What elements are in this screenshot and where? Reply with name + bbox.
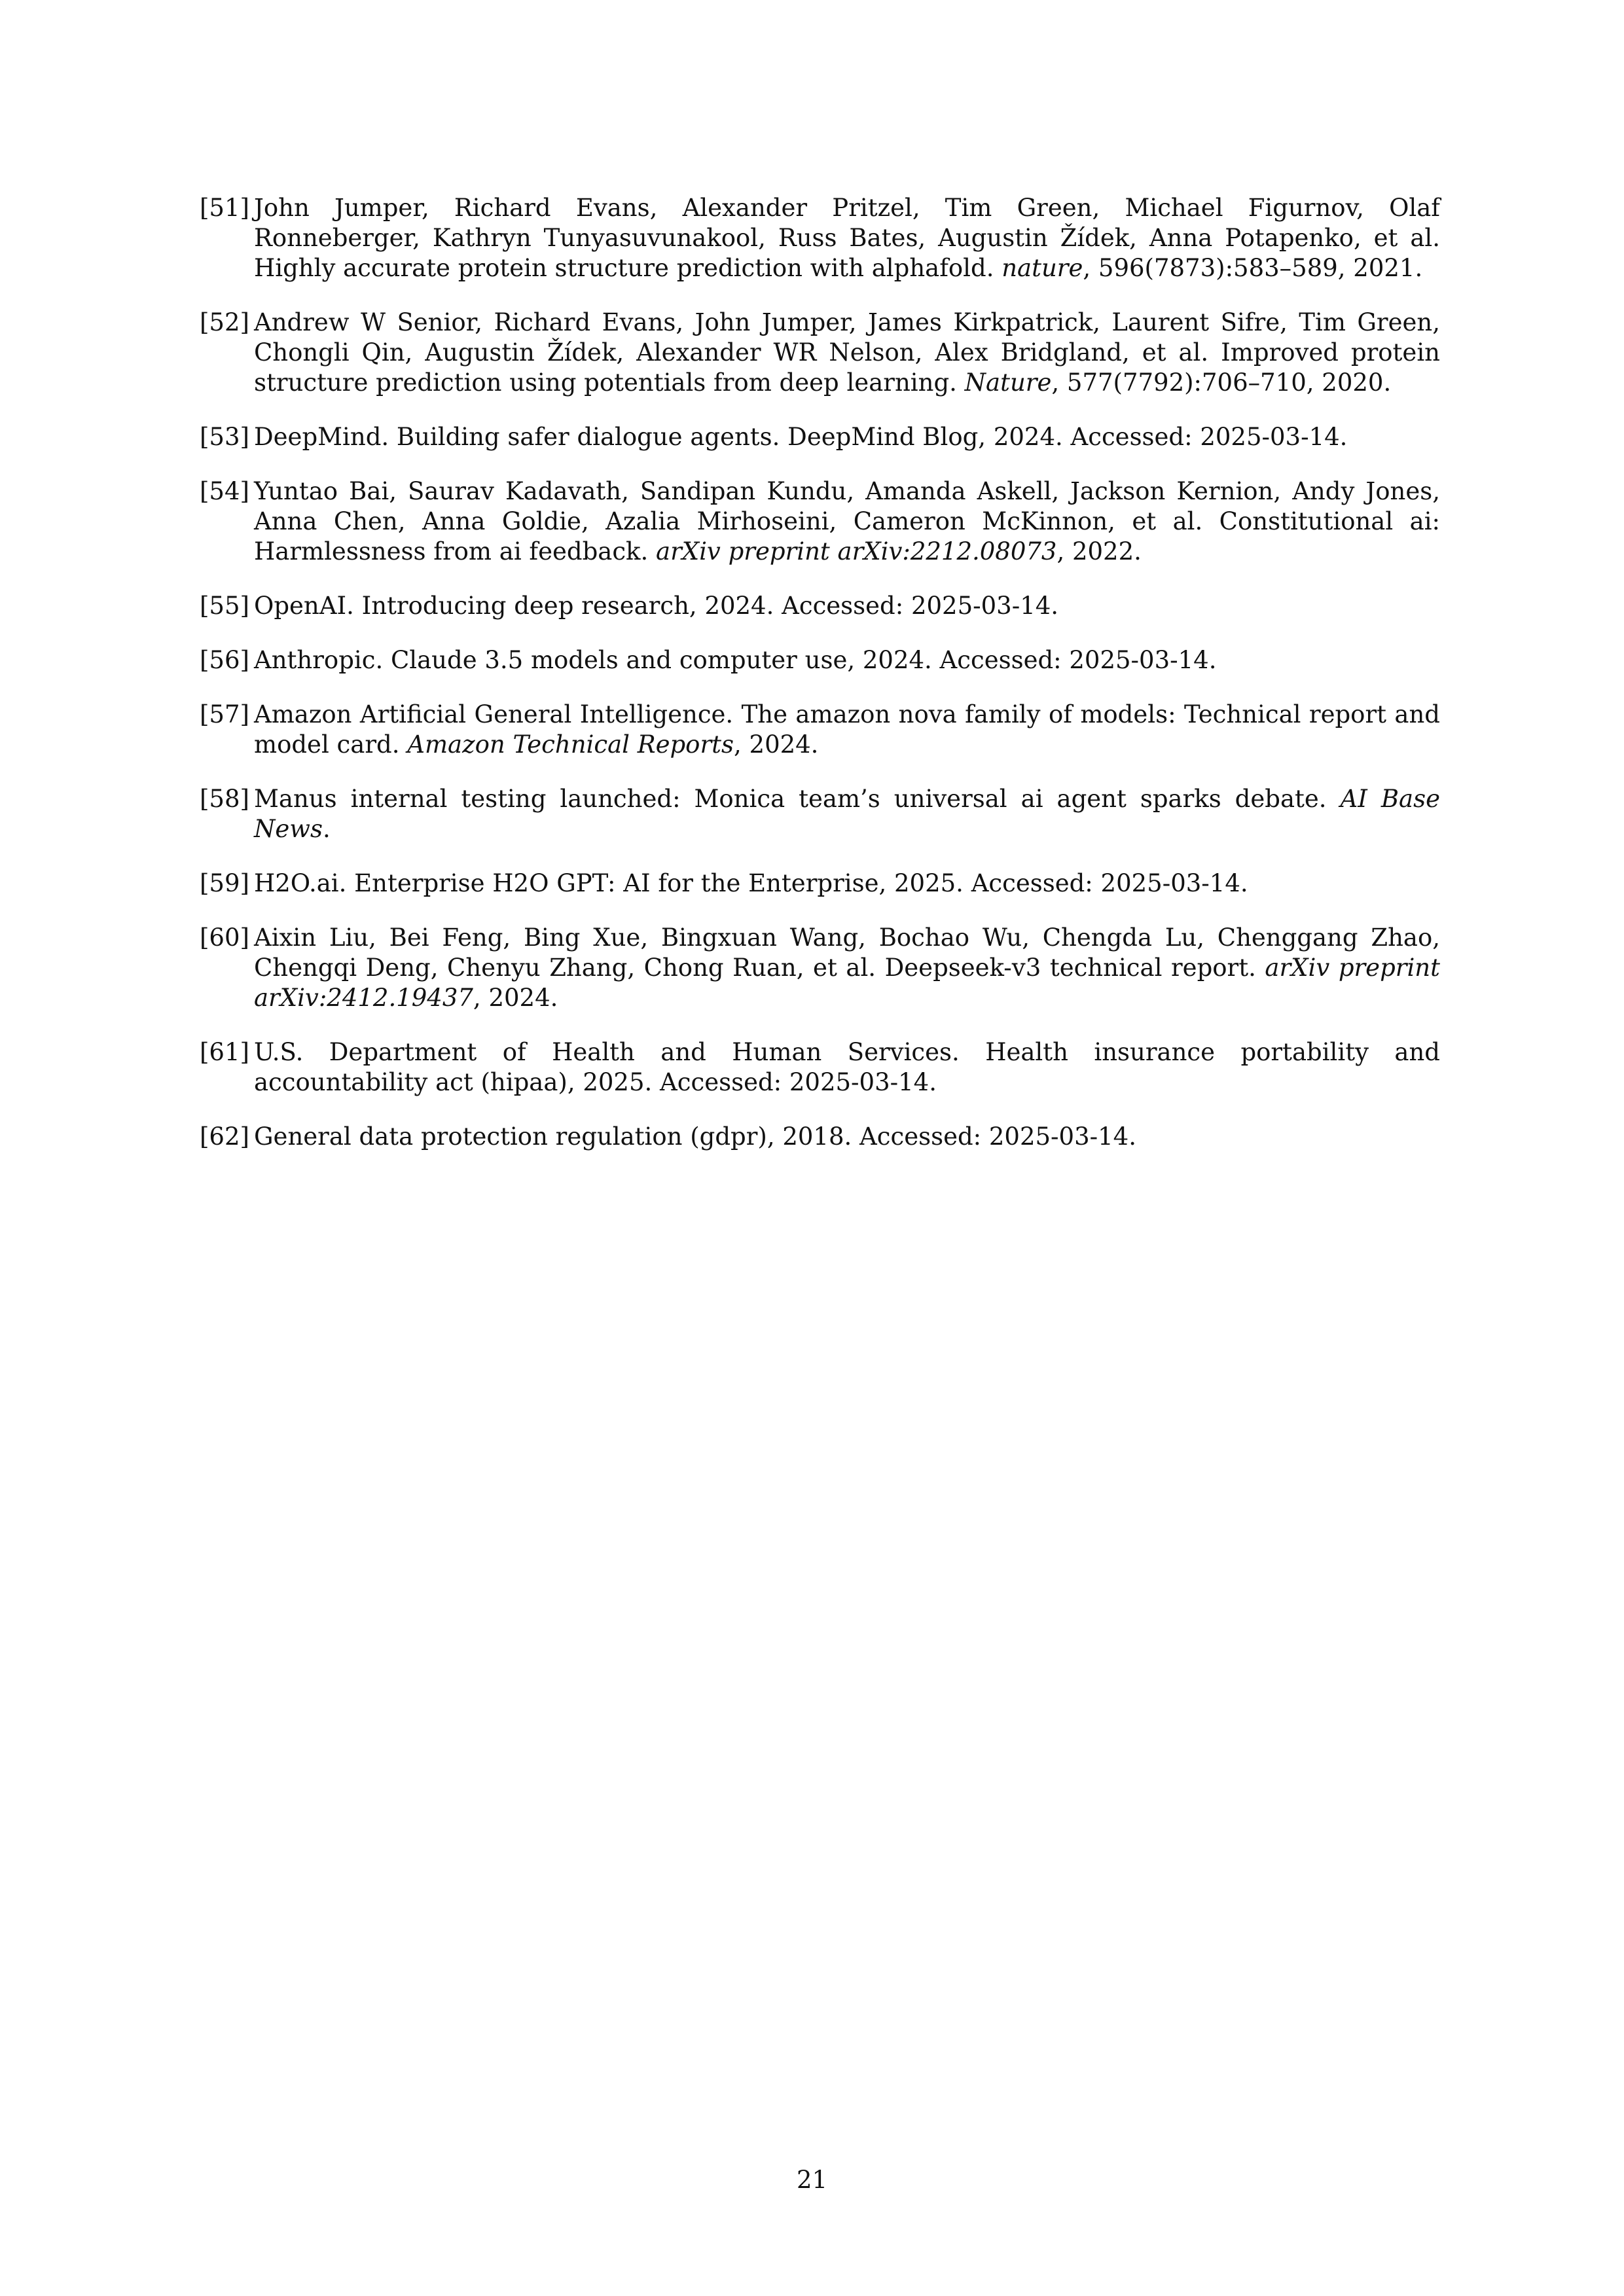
- reference-entry: [200, 645, 1440, 675]
- reference-number: [59]: [200, 869, 249, 897]
- reference-entry: [200, 1122, 1440, 1152]
- reference-entry: [200, 700, 1440, 760]
- reference-number: [60]: [200, 924, 249, 952]
- reference-number: [52]: [200, 308, 249, 336]
- reference-number: [58]: [200, 785, 249, 813]
- reference-entry: [200, 1037, 1440, 1098]
- reference-text: U.S. Department of Health and Human Services. Health insurance portability and accountability act (hipaa), 2025. Accessed: 2025-03-14.: [254, 1038, 1440, 1096]
- reference-entry: [200, 923, 1440, 1013]
- reference-text: Anthropic. Claude 3.5 models and computer use, 2024. Accessed: 2025-03-14.: [254, 646, 1217, 674]
- reference-entry: [200, 784, 1440, 844]
- page-number: 21: [796, 2166, 828, 2194]
- reference-number: [53]: [200, 423, 249, 451]
- reference-number: [55]: [200, 592, 249, 620]
- reference-text: Yuntao Bai, Saurav Kadavath, Sandipan Kundu, Amanda Askell, Jackson Kernion, Andy Jones, Anna Chen, Anna Goldie, Azalia Mirhoseini, Cameron McKinnon, et al. Constitutional ai: Harmlessness from ai feedback. arXiv preprint arXiv:2212.08073, 2022.: [254, 477, 1440, 565]
- reference-number: [57]: [200, 700, 249, 728]
- reference-venue: Amazon Technical Reports: [407, 730, 734, 759]
- reference-number: [51]: [200, 194, 249, 222]
- reference-number: [56]: [200, 646, 249, 674]
- reference-text: General data protection regulation (gdpr), 2018. Accessed: 2025-03-14.: [254, 1122, 1136, 1151]
- reference-number: [61]: [200, 1038, 249, 1066]
- reference-venue: arXiv preprint arXiv:2212.08073: [656, 537, 1057, 565]
- reference-entry: [200, 422, 1440, 452]
- reference-venue: arXiv preprint arXiv:2412.19437: [254, 954, 1440, 1012]
- reference-text: OpenAI. Introducing deep research, 2024. Accessed: 2025-03-14.: [254, 592, 1059, 620]
- reference-entry: [200, 869, 1440, 899]
- reference-text: DeepMind. Building safer dialogue agents. DeepMind Blog, 2024. Accessed: 2025-03-14.: [254, 423, 1348, 451]
- reference-number: [62]: [200, 1122, 249, 1151]
- reference-text: Aixin Liu, Bei Feng, Bing Xue, Bingxuan Wang, Bochao Wu, Chengda Lu, Chenggang Zhao, Chengqi Deng, Chenyu Zhang, Chong Ruan, et al. Deepseek-v3 technical report. arXiv preprint arXiv:2412.19437, 2024.: [254, 924, 1440, 1012]
- reference-venue: nature: [1001, 254, 1083, 282]
- reference-text: Andrew W Senior, Richard Evans, John Jumper, James Kirkpatrick, Laurent Sifre, Tim Green, Chongli Qin, Augustin Žídek, Alexander WR Nelson, Alex Bridgland, et al. Improved protein structure prediction using potentials from deep learning. Nature, 577(7792):706–710, 2020.: [254, 308, 1440, 397]
- reference-list: [200, 193, 1440, 1176]
- reference-number: [54]: [200, 477, 249, 505]
- reference-text: H2O.ai. Enterprise H2O GPT: AI for the Enterprise, 2025. Accessed: 2025-03-14.: [254, 869, 1248, 897]
- reference-text: John Jumper, Richard Evans, Alexander Pritzel, Tim Green, Michael Figurnov, Olaf Ronneberger, Kathryn Tunyasuvunakool, Russ Bates, Augustin Žídek, Anna Potapenko, et al. Highly accurate protein structure prediction with alphafold. nature, 596(7873):583–589, 2021.: [254, 194, 1440, 282]
- reference-text: Manus internal testing launched: Monica team’s universal ai agent sparks debate. AI Base News.: [254, 785, 1440, 843]
- reference-entry: [200, 591, 1440, 621]
- reference-venue: AI Base News: [254, 785, 1440, 843]
- reference-text: Amazon Artificial General Intelligence. The amazon nova family of models: Technical report and model card. Amazon Technical Reports, 2024.: [254, 700, 1440, 759]
- reference-entry: [200, 308, 1440, 398]
- reference-entry: [200, 193, 1440, 283]
- reference-entry: [200, 476, 1440, 567]
- reference-venue: Nature: [964, 368, 1052, 397]
